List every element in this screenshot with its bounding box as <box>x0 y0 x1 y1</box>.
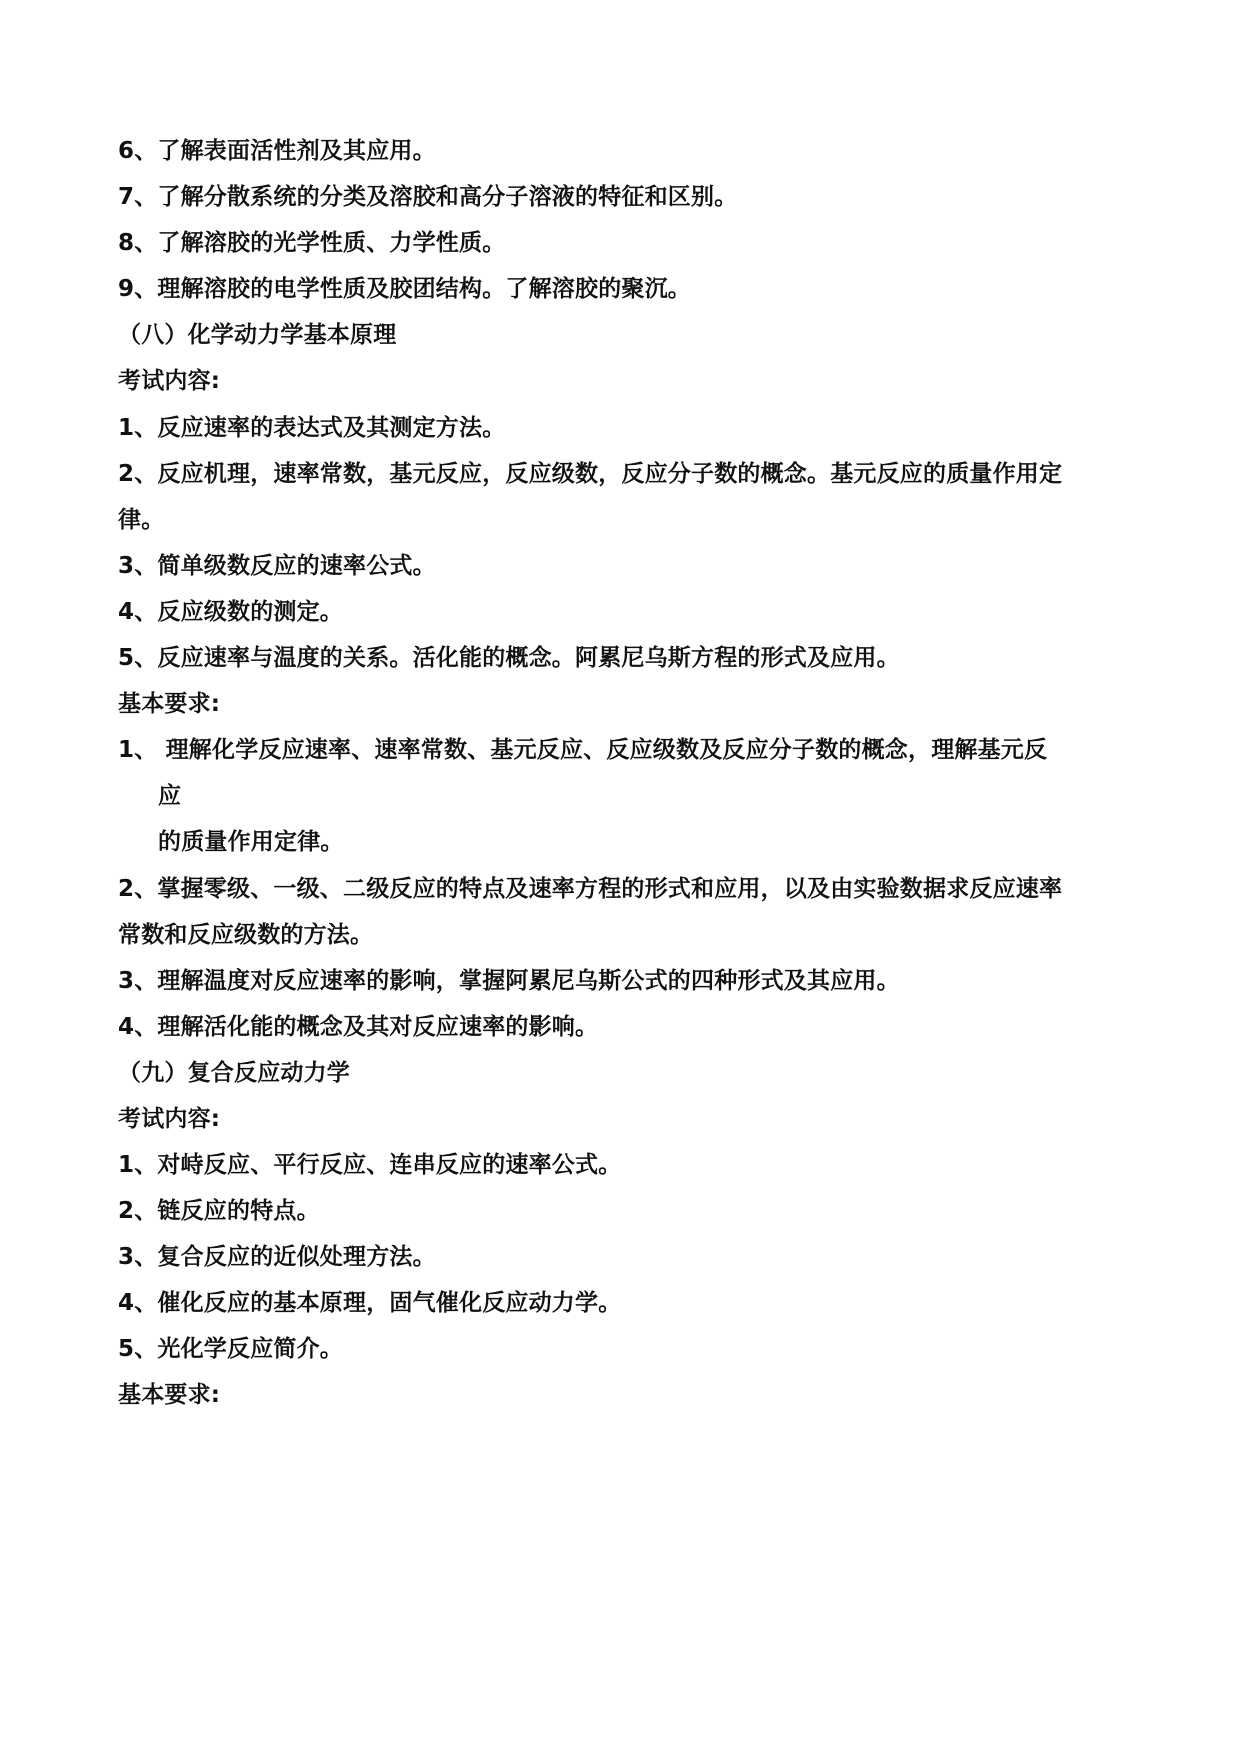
requirement-item-3: 3、理解温度对反应速率的影响，掌握阿累尼乌斯公式的四种形式及其应用。 <box>118 968 900 994</box>
content-item-3: 3、简单级数反应的速率公式。 <box>118 553 436 579</box>
section-heading-8: （八）化学动力学基本原理 <box>118 322 397 348</box>
requirement-item-2-cont: 常数和反应级数的方法。 <box>118 922 374 948</box>
requirement-item-1-cont: 应 <box>158 783 182 809</box>
content-item-5b: 5、光化学反应简介。 <box>118 1336 344 1362</box>
content-item-2b: 2、链反应的特点。 <box>118 1198 320 1224</box>
exam-content-label-2: 考试内容: <box>118 1106 221 1132</box>
exam-content-label: 考试内容: <box>118 368 221 394</box>
content-item-4: 4、反应级数的测定。 <box>118 599 344 625</box>
requirement-item-2: 2、掌握零级、一级、二级反应的特点及速率方程的形式和应用，以及由实验数据求反应速率 <box>118 876 1063 902</box>
line-6: 6、了解表面活性剂及其应用。 <box>118 138 436 164</box>
content-item-5: 5、反应速率与温度的关系。活化能的概念。阿累尼乌斯方程的形式及应用。 <box>118 645 900 671</box>
content-item-2-cont: 律。 <box>118 507 165 533</box>
requirements-label-2: 基本要求: <box>118 1382 221 1408</box>
line-7: 7、了解分散系统的分类及溶胶和高分子溶液的特征和区别。 <box>118 184 738 210</box>
requirement-item-4: 4、理解活化能的概念及其对反应速率的影响。 <box>118 1014 599 1040</box>
requirement-item-1: 1、 理解化学反应速率、速率常数、基元反应、反应级数及反应分子数的概念，理解基元反 <box>118 737 1048 763</box>
line-8: 8、了解溶胶的光学性质、力学性质。 <box>118 230 506 256</box>
line-9: 9、理解溶胶的电学性质及胶团结构。了解溶胶的聚沉。 <box>118 276 692 302</box>
content-item-4b: 4、催化反应的基本原理，固气催化反应动力学。 <box>118 1290 622 1316</box>
content-item-1: 1、反应速率的表达式及其测定方法。 <box>118 415 506 441</box>
content-item-2: 2、反应机理，速率常数，基元反应，反应级数，反应分子数的概念。基元反应的质量作用定 <box>118 461 1063 487</box>
section-heading-9: （九）复合反应动力学 <box>118 1060 350 1086</box>
content-item-3b: 3、复合反应的近似处理方法。 <box>118 1244 436 1270</box>
requirements-label: 基本要求: <box>118 691 221 717</box>
requirement-item-1-cont-2: 的质量作用定律。 <box>158 829 344 855</box>
content-item-1b: 1、对峙反应、平行反应、连串反应的速率公式。 <box>118 1152 622 1178</box>
